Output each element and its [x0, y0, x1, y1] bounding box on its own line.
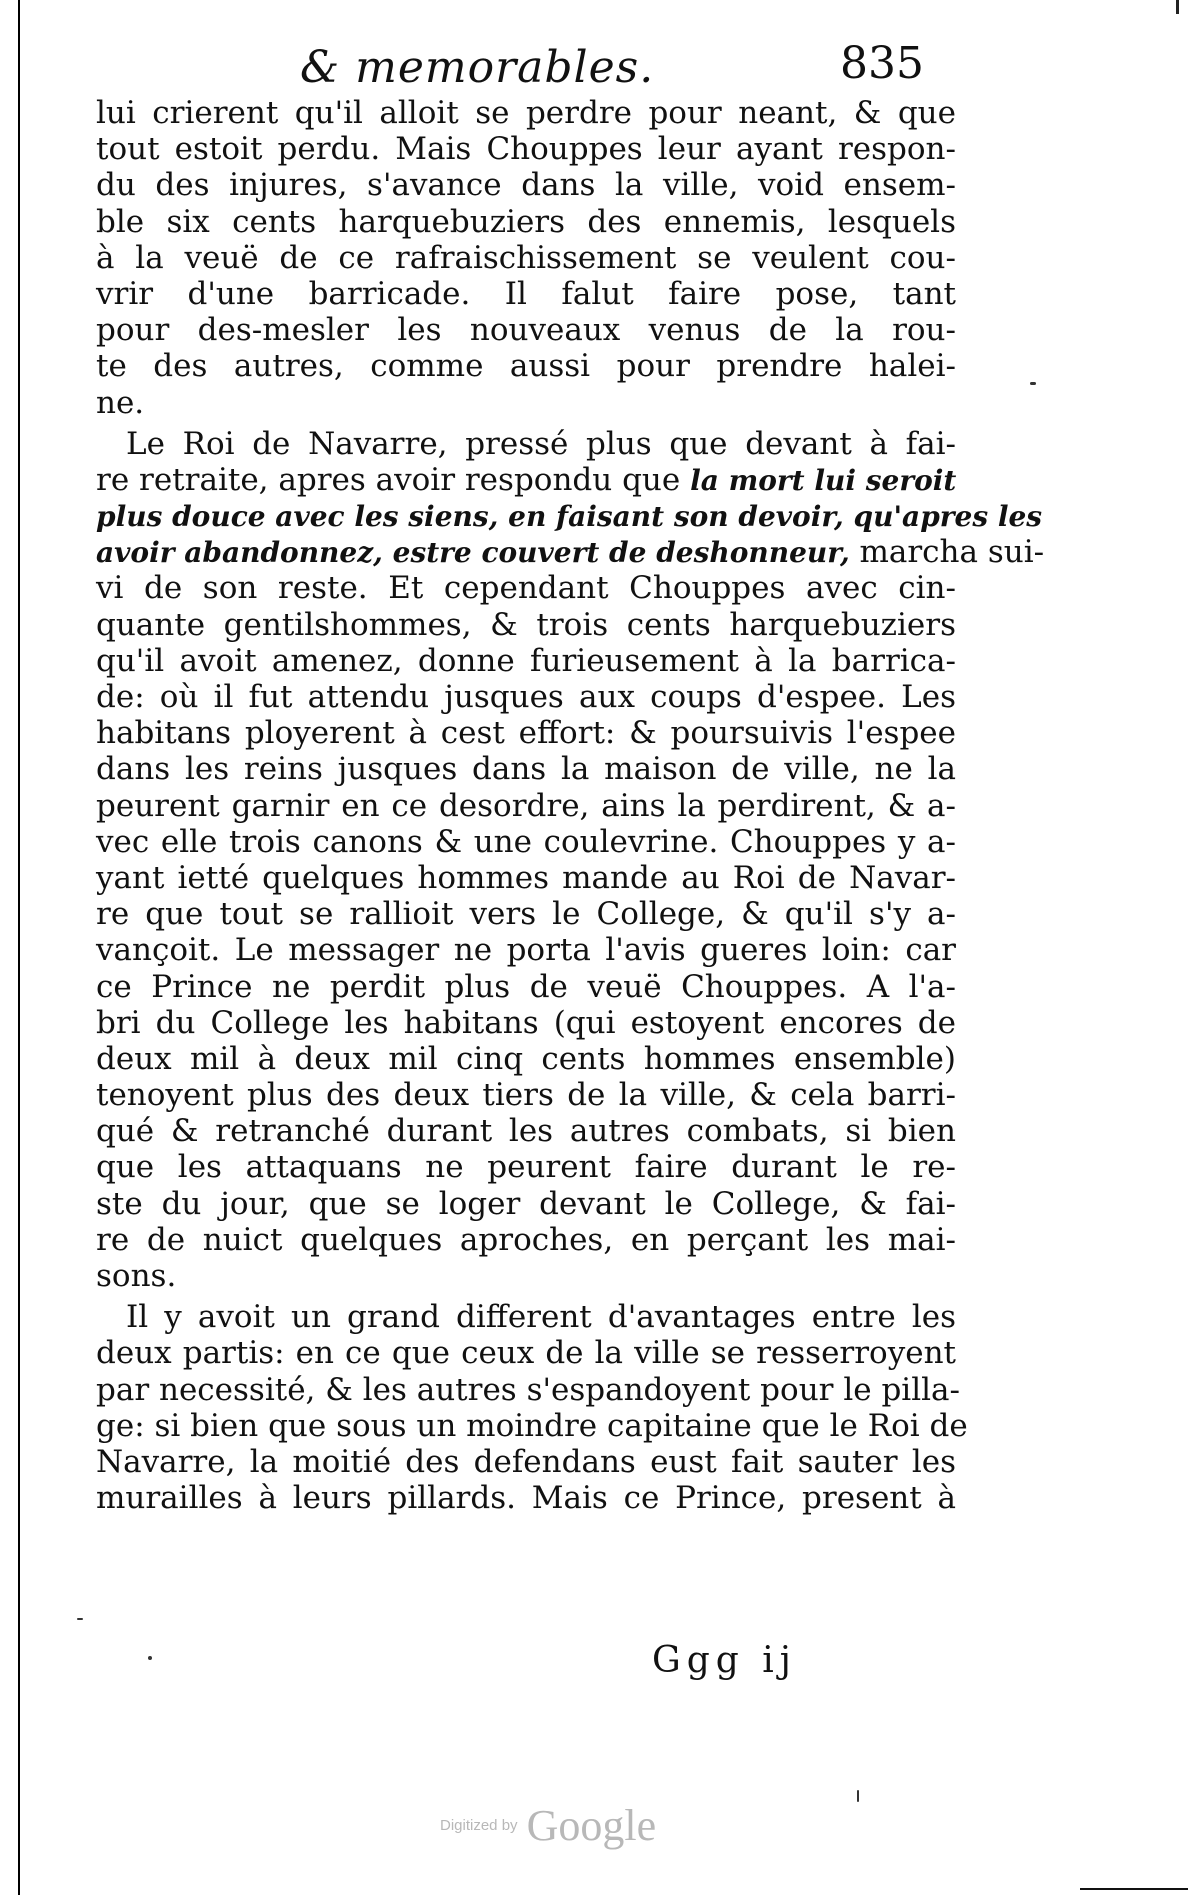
running-title: & memorables.: [300, 42, 655, 93]
text-line: [96, 498, 1043, 534]
page-edge-line: [18, 0, 20, 1895]
text-line: que les attaquans ne peurent faire durant le re-: [96, 1149, 956, 1186]
text-line: par necessité, & les autres s'espandoyent pour le pilla-: [96, 1371, 960, 1408]
digitized-label: Digitized by: [440, 1817, 518, 1834]
ink-speck: [77, 1618, 83, 1620]
text-line: [96, 534, 1045, 571]
corner-mark: [1176, 0, 1179, 14]
text-line: sons.: [96, 1258, 177, 1294]
text-line: du des injures, s'avance dans la ville, void ensem-: [96, 167, 956, 204]
text-line: vrir d'une barricade. Il falut faire pose, tant: [96, 275, 956, 312]
paragraph-start-line: Il y avoit un grand different d'avantages entre les: [126, 1299, 956, 1336]
ink-speck: [1030, 382, 1036, 385]
text-line: ne.: [96, 384, 145, 421]
text-line: yant ietté quelques hommes mande au Roi de Navar-: [96, 859, 956, 896]
text-line: re de nuict quelques aproches, en perçant les mai-: [96, 1221, 956, 1258]
italic-quote: la mort lui seroit: [690, 463, 957, 497]
text-line: te des autres, comme aussi pour prendre halei-: [96, 348, 956, 385]
text-line: vec elle trois canons & une coulevrine. Chouppes y a-: [96, 823, 956, 860]
text-line: deux mil à deux mil cinq cents hommes ensemble): [96, 1040, 956, 1077]
text-line: à la veuë de ce rafraischissement se veulent cou-: [96, 239, 956, 276]
text-line: re que tout se rallioit vers le College, & qu'il s'y a-: [96, 896, 956, 933]
digitization-watermark: [440, 1800, 656, 1851]
text-line: murailles à leurs pillards. Mais ce Prince, present à: [96, 1480, 956, 1517]
text-line: [96, 462, 956, 498]
text-line: de: où il fut attendu jusques aux coups d'espee. Les: [96, 679, 956, 715]
text-line: peurent garnir en ce desordre, ains la perdirent, & a-: [96, 787, 956, 824]
paragraph-start-line: Le Roi de Navarre, pressé plus que devant à fai-: [126, 425, 956, 462]
text-line: dans les reins jusques dans la maison de ville, ne la: [96, 751, 956, 788]
text-line: bri du College les habitans (qui estoyent encores de: [96, 1004, 956, 1041]
italic-quote: avoir abandonnez, estre couvert de deshonneur,: [96, 536, 860, 570]
text-line: habitans ployerent à cest effort: & poursuivis l'espee: [96, 715, 956, 752]
text-line: tout estoit perdu. Mais Chouppes leur ayant respon-: [96, 131, 956, 168]
text-line: pour des-mesler les nouveaux venus de la rou-: [96, 312, 956, 349]
text-line: ce Prince ne perdit plus de veuë Chouppes. A l'a-: [96, 968, 956, 1005]
page-number: 835: [840, 38, 924, 89]
body-text: [96, 95, 1045, 1517]
signature-mark: Ggg ij: [652, 1640, 797, 1681]
text-line: deux partis: en ce que ceux de la ville se resserroyent: [96, 1335, 956, 1372]
text-line: lui crierent qu'il alloit se perdre pour neant, & que: [96, 95, 956, 131]
roman-text: re retraite, apres avoir respondu que: [96, 461, 691, 498]
text-line: ble six cents harquebuziers des ennemis, lesquels: [96, 203, 956, 240]
text-line: quante gentilshommes, & trois cents harquebuziers: [96, 606, 956, 643]
google-logo-text: Google: [526, 1801, 657, 1850]
text-line: vi de son reste. Et cependant Chouppes avec cin-: [96, 570, 956, 607]
text-line: ge: si bien que sous un moindre capitaine que le Roi de: [96, 1407, 968, 1444]
text-line: tenoyent plus des deux tiers de la ville, & cela barri-: [96, 1077, 956, 1114]
ink-speck: [148, 1656, 152, 1660]
roman-text: marcha sui-: [859, 534, 1045, 571]
text-line: Navarre, la moitié des defendans eust fait sauter les: [96, 1443, 956, 1480]
bottom-rule: [1080, 1888, 1188, 1890]
page-header: [300, 38, 924, 93]
text-line: qué & retranché durant les autres combats, si bien: [96, 1113, 956, 1150]
ink-speck: [857, 1790, 859, 1802]
text-line: vançoit. Le messager ne porta l'avis gueres loin: car: [96, 932, 956, 969]
text-line: ste du jour, que se loger devant le College, & fai-: [96, 1185, 956, 1222]
text-line: qu'il avoit amenez, donne furieusement à la barrica-: [96, 642, 956, 679]
italic-quote: plus douce avec les siens, en faisant son devoir, qu'apres les: [96, 500, 1043, 534]
